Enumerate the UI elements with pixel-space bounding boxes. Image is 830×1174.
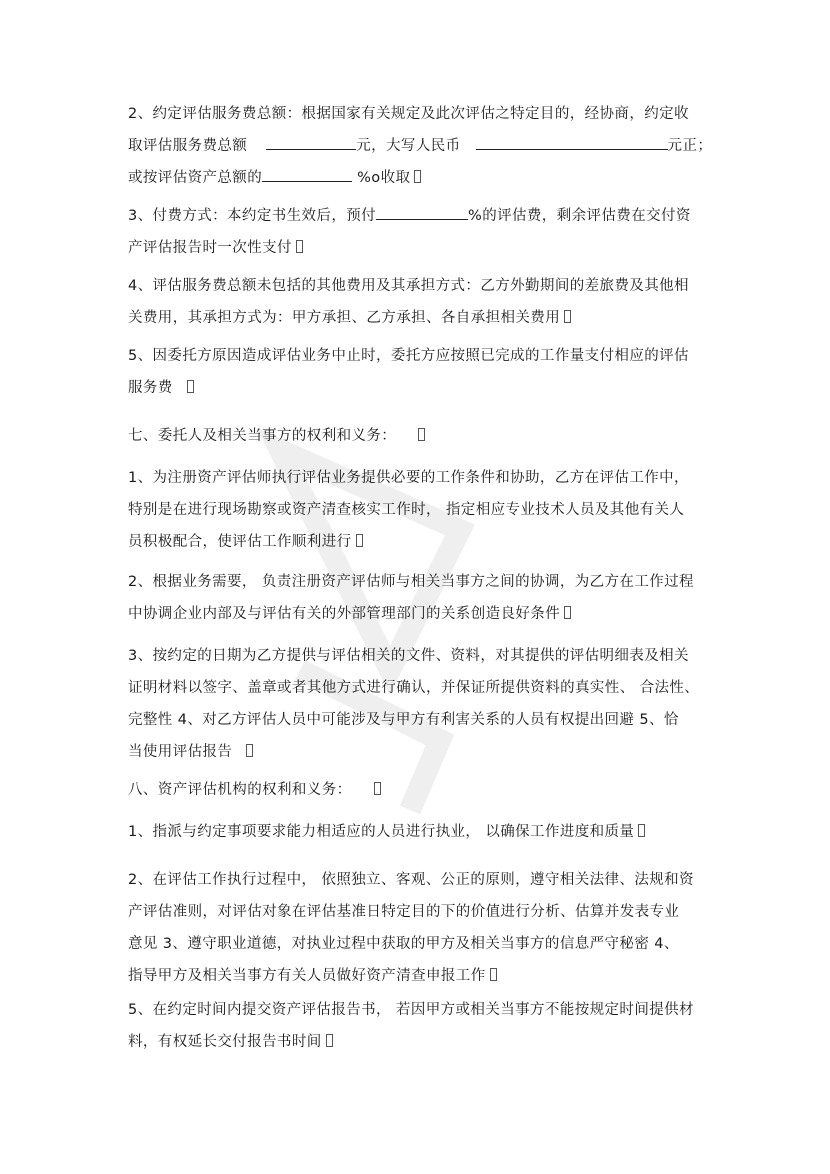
text-line: 1、为注册资产评估师执行评估业务提供必要的工作条件和协助，乙方在评估工作中， bbox=[128, 470, 689, 486]
text-line: 特别是在进行现场勘察或资产清查核实工作时， 指定相应专业技术人员及其他有关人 bbox=[128, 502, 685, 518]
payment-method-paragraph bbox=[128, 200, 718, 264]
missing-glyph-icon bbox=[414, 170, 421, 183]
text-line: 元，大写人民币 bbox=[356, 138, 461, 154]
text-line: 证明材料以签字、盖章或者其他方式进行确认，并保证所提供资料的真实性、 合法性、 bbox=[128, 680, 700, 696]
text-line: 七、委托人及相关当事方的权利和义务： bbox=[128, 428, 397, 444]
text-line: 员积极配合，使评估工作顺利进行 bbox=[128, 534, 352, 550]
missing-glyph-icon bbox=[374, 782, 381, 795]
text-line: 元正； bbox=[667, 138, 713, 154]
text-line: 料，有权延长交付报告书时间 bbox=[128, 1034, 322, 1050]
missing-glyph-icon bbox=[564, 606, 571, 619]
missing-glyph-icon bbox=[187, 380, 194, 393]
text-line: 完整性 4、对乙方评估人员中可能涉及与甲方有利害关系的人员有权提出回避 5、恰 bbox=[128, 712, 679, 728]
text-line: 2、约定评估服务费总额：根据国家有关规定及此次评估之特定目的，经协商，约定收 bbox=[128, 106, 689, 122]
text-line: %的评估费，剩余评估费在交付资 bbox=[468, 208, 691, 224]
prepay-percent-blank bbox=[376, 201, 468, 220]
fee-words-blank bbox=[476, 131, 668, 150]
termination-fee-paragraph bbox=[128, 340, 718, 404]
text-line: 3、付费方式：本约定书生效后，预付 bbox=[128, 208, 377, 224]
missing-glyph-icon bbox=[418, 428, 425, 441]
text-line: 或按评估资产总额的 bbox=[128, 170, 263, 186]
text-line: 服务费 bbox=[128, 380, 173, 396]
text-line: 意见 3、遵守职业道德，对执业过程中获取的甲方及相关当事方的信息严守秘密 4、 bbox=[128, 936, 679, 952]
text-line: 2、根据业务需要， 负责注册资产评估师与相关当事方之间的协调，为乙方在工作过程 bbox=[128, 574, 694, 590]
text-line: 当使用评估报告 bbox=[128, 744, 233, 760]
agency-duty-1-paragraph bbox=[128, 816, 718, 848]
client-duty-1-paragraph bbox=[128, 462, 718, 558]
text-line: 指导甲方及相关当事方有关人员做好资产清查申报工作 bbox=[128, 968, 486, 984]
text-line: 关费用，其承担方式为：甲方承担、乙方承担、各自承担相关费用 bbox=[128, 310, 561, 326]
missing-glyph-icon bbox=[246, 744, 253, 757]
agency-duty-5-paragraph bbox=[128, 994, 718, 1058]
text-line: 2、在评估工作执行过程中， 依照独立、客观、公正的原则，遵守相关法律、法规和资 bbox=[128, 872, 694, 888]
agency-duty-2-paragraph bbox=[128, 864, 718, 992]
other-fees-paragraph bbox=[128, 270, 718, 334]
client-duty-3-paragraph bbox=[128, 640, 718, 768]
text-line: 中协调企业内部及与评估有关的外部管理部门的关系创造良好条件 bbox=[128, 606, 561, 622]
text-line: 4、评估服务费总额未包括的其他费用及其承担方式：乙方外勤期间的差旅费及其他相 bbox=[128, 278, 689, 294]
client-duty-2-paragraph bbox=[128, 566, 718, 630]
section-heading-8 bbox=[128, 774, 718, 806]
text-line: 5、在约定时间内提交资产评估报告书， 若因甲方或相关当事方不能按规定时间提供材 bbox=[128, 1002, 694, 1018]
text-line: 取评估服务费总额 bbox=[128, 138, 248, 154]
text-line: 产评估报告时一次性支付 bbox=[128, 240, 292, 256]
missing-glyph-icon bbox=[296, 240, 303, 253]
missing-glyph-icon bbox=[564, 310, 571, 323]
text-line: %o收取 bbox=[357, 170, 411, 186]
missing-glyph-icon bbox=[326, 1034, 333, 1047]
missing-glyph-icon bbox=[638, 824, 645, 837]
fee-percent-blank bbox=[262, 163, 352, 182]
text-line: 5、因委托方原因造成评估业务中止时，委托方应按照已完成的工作量支付相应的评估 bbox=[128, 348, 689, 364]
text-line: 1、指派与约定事项要求能力相适应的人员进行执业， 以确保工作进度和质量 bbox=[128, 824, 635, 840]
text-line: 产评估准则，对评估对象在评估基准日特定目的下的价值进行分析、估算并发表专业 bbox=[128, 904, 680, 920]
fee-total-paragraph bbox=[128, 98, 718, 194]
missing-glyph-icon bbox=[356, 534, 363, 547]
text-line: 3、按约定的日期为乙方提供与评估相关的文件、资料，对其提供的评估明细表及相关 bbox=[128, 648, 689, 664]
text-line: 八、资产评估机构的权利和义务： bbox=[128, 782, 352, 798]
missing-glyph-icon bbox=[490, 968, 497, 981]
fee-amount-blank bbox=[266, 131, 356, 150]
section-heading-7 bbox=[128, 420, 718, 452]
